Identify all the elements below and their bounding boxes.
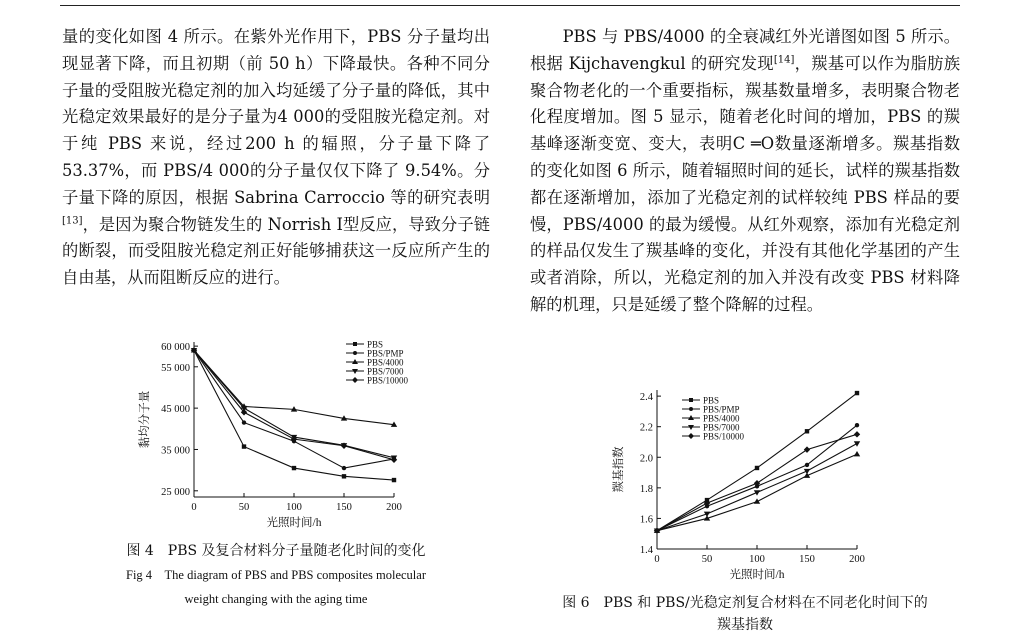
y-tick-label: 25 000 — [161, 486, 190, 498]
x-axis-label: 光照时间/h — [729, 569, 785, 581]
figure6-caption-cn-1: 图 6 PBS 和 PBS/光稳定剂复合材料在不同老化时间下的 — [562, 595, 928, 611]
left-text-1: 量的变化如图 4 所示。在紫外光作用下，PBS 分子量均出现显著下降，而且初期（前 50 h）下降最快。各种不同分子量的受阻胺光稳定剂的加入均延缓了分子量的降低，其中光稳定效果最好的是分子量为4 000的受阻胺光稳定剂。对于纯 PBS 来说，经过200 h 的辐照，分子量下降了 53.37%，而 PBS/4 000的分子量仅仅下降了 9.54%。分子量下降的原因，根据 Sabrina Carroccio 等的研究表明 — [62, 27, 490, 207]
data-point-pbs-7000 — [854, 441, 860, 446]
data-point-pbs-pmp — [805, 463, 809, 467]
data-point-pbs — [342, 474, 346, 478]
legend-label-pbs-10000: PBS/10000 — [703, 431, 745, 442]
y-tick-label: 1.6 — [639, 514, 653, 526]
figure6-chart — [600, 384, 890, 584]
right-text-2: ，羰基可以作为脂肪族聚合物老化的一个重要指标，羰基数量增多，表明聚合物老化程度增加。图 5 显示，随着老化时间的增加，PBS 的羰基峰逐渐变宽、变大，表明C ═O数量逐渐增多。羰基指数的变化如图 6 所示，随着辐照时间的延长，试样的羰基指数都在逐渐增加，添加了光稳定剂的试样较纯 PBS 样品的要慢，PBS/4000 的最为缓慢。从红外观察，添加有光稳定剂的样品仅发生了羰基峰的变化，并没有其他化学基团的产生或者消除，所以，光稳定剂的加入并没有改变 PBS 材料降解的机理，只是延缓了整个降解的过程。 — [530, 53, 960, 314]
citation-13: [13] — [62, 215, 83, 227]
data-point-pbs — [805, 429, 809, 433]
x-tick-label: 100 — [286, 502, 302, 513]
x-tick-label: 150 — [336, 502, 352, 513]
y-tick-label: 55 000 — [161, 362, 190, 374]
legend-label-pbs-7000: PBS/7000 — [703, 422, 740, 433]
y-tick-label: 2.2 — [639, 422, 653, 434]
figure4-caption-cn: 图 4 PBS 及复合材料分子量随老化时间的变化 — [126, 543, 426, 559]
left-paragraph — [62, 24, 490, 292]
data-point-pbs-4000 — [754, 498, 760, 503]
x-tick-label: 200 — [386, 502, 402, 513]
series-line-pbs — [194, 350, 394, 480]
figure4-caption-en-1: Fig 4 The diagram of PBS and PBS composites molecular — [126, 568, 426, 582]
data-point-pbs-4000 — [854, 451, 860, 456]
figure6-caption-cn-2: 羰基指数 — [717, 617, 773, 633]
legend-label-pbs-10000: PBS/10000 — [367, 375, 409, 386]
data-point-pbs-pmp — [342, 466, 346, 470]
legend-marker-pbs-pmp — [353, 351, 357, 355]
right-paragraph — [530, 24, 960, 319]
data-point-pbs — [855, 391, 859, 395]
data-point-pbs — [392, 478, 396, 482]
legend-marker-pbs — [689, 398, 693, 402]
legend-label-pbs: PBS — [703, 395, 720, 406]
y-tick-label: 60 000 — [161, 342, 190, 354]
y-tick-label: 2.0 — [639, 453, 653, 465]
data-point-pbs-10000 — [654, 527, 660, 533]
citation-14: [14] — [773, 54, 795, 66]
series-line-pbs — [657, 393, 857, 531]
legend-label-pbs-7000: PBS/7000 — [367, 366, 404, 377]
left-column — [62, 24, 490, 292]
y-tick-label: 45 000 — [161, 404, 190, 416]
x-tick-label: 100 — [749, 554, 765, 565]
x-tick-label: 0 — [654, 554, 660, 565]
legend-label-pbs-4000: PBS/4000 — [367, 357, 404, 368]
x-tick-label: 50 — [238, 502, 250, 513]
y-tick-label: 1.8 — [639, 483, 653, 495]
legend-label-pbs-pmp: PBS/PMP — [703, 404, 740, 415]
data-point-pbs — [755, 466, 759, 470]
y-axis-label: 羰基指数 — [613, 446, 625, 493]
x-tick-label: 200 — [849, 554, 865, 565]
legend-label-pbs: PBS — [367, 339, 384, 350]
data-point-pbs-pmp — [855, 423, 859, 427]
legend-label-pbs-pmp: PBS/PMP — [367, 348, 404, 359]
left-text-2: ，是因为聚合物链发生的 Norrish Ⅰ型反应，导致分子链的断裂，而受阻胺光稳定剂正好能够捕获这一反应所产生的自由基，从而阻断反应的进行。 — [62, 214, 490, 288]
x-tick-label: 150 — [799, 554, 815, 565]
data-point-pbs — [242, 444, 246, 448]
data-point-pbs-10000 — [854, 431, 860, 437]
data-point-pbs-10000 — [804, 446, 810, 452]
legend-marker-pbs-pmp — [689, 407, 693, 411]
header-rule — [60, 5, 960, 6]
y-tick-label: 1.4 — [639, 545, 653, 556]
right-text-1: PBS 与 PBS/4000 的全衰减红外光谱图如图 5 所示。根据 Kijchavengkul 的研究发现 — [530, 27, 960, 73]
legend-marker-pbs-10000 — [688, 433, 694, 439]
legend-marker-pbs — [353, 342, 357, 346]
series-line-pbs-pmp — [657, 422, 857, 530]
x-tick-label: 50 — [701, 554, 713, 565]
legend-label-pbs-4000: PBS/4000 — [703, 413, 740, 424]
figure4-chart — [110, 332, 440, 532]
y-tick-label: 2.4 — [639, 392, 653, 404]
data-point-pbs-pmp — [242, 420, 246, 424]
x-tick-label: 0 — [191, 502, 197, 513]
figure4-caption-en-2: weight changing with the aging time — [184, 592, 368, 606]
x-axis-label: 光照时间/h — [266, 517, 322, 529]
legend-marker-pbs-10000 — [352, 377, 358, 383]
y-tick-label: 35 000 — [161, 445, 190, 457]
data-point-pbs — [292, 466, 296, 470]
y-axis-label: 黏均分子量 — [139, 390, 151, 449]
right-column — [530, 24, 960, 319]
